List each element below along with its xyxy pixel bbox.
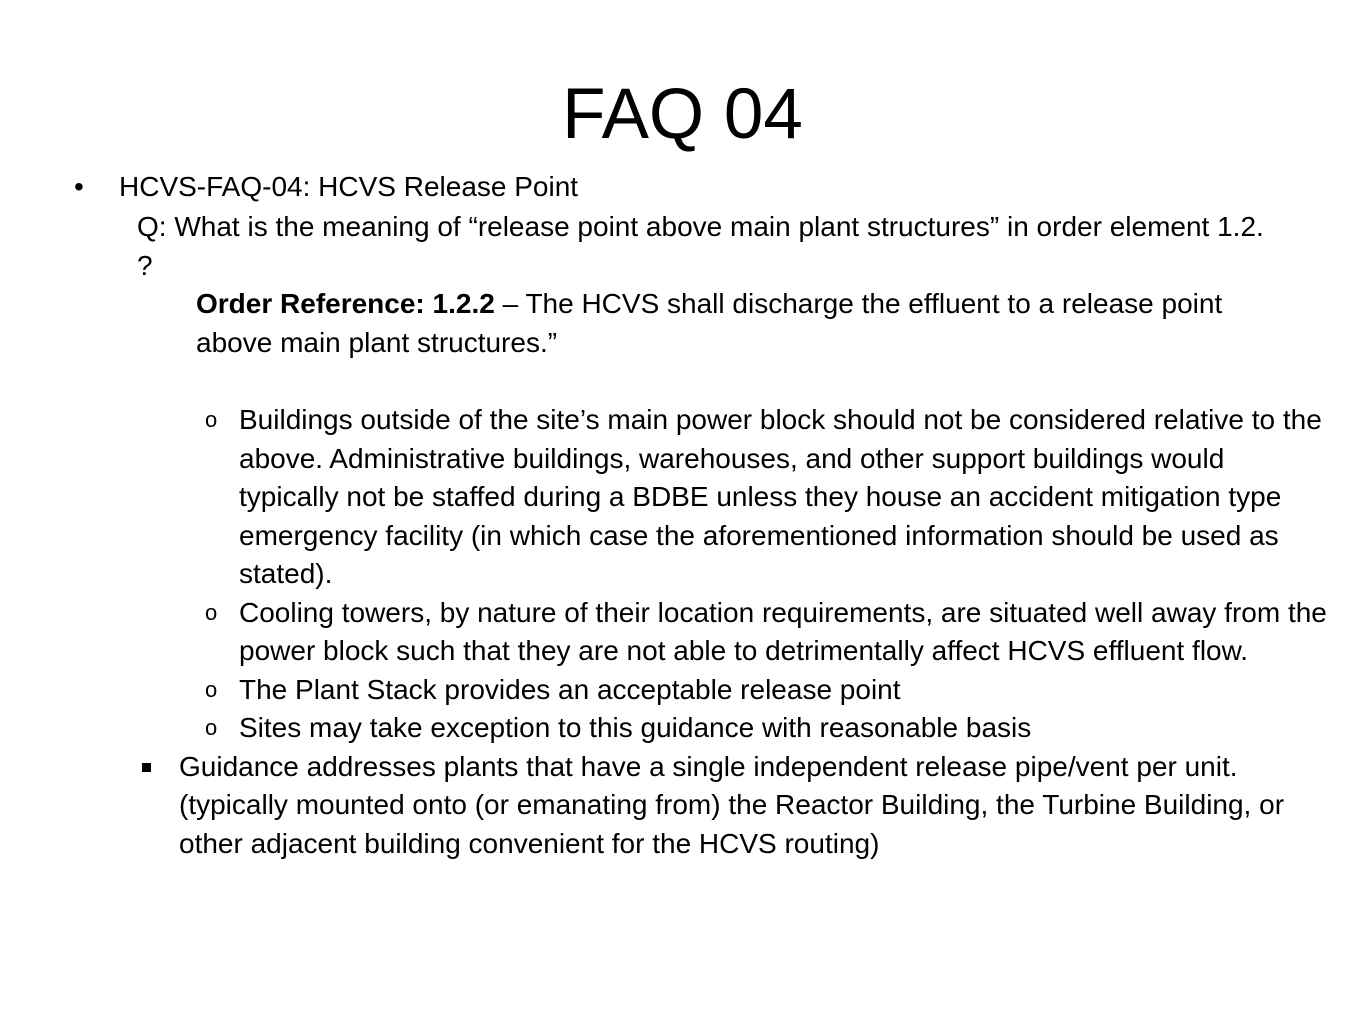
- list-item: [0, 594, 1329, 671]
- list-item: [0, 709, 1329, 748]
- bullet-marker: •: [74, 171, 84, 202]
- list-item: [0, 671, 1329, 710]
- guidance-text: Guidance addresses plants that have a single independent release pipe/vent per unit. (typically mounted onto (or emanating from) the Reactor Building, the Turbine Building, or other adjacent building convenient for the HCVS routing): [179, 750, 1285, 859]
- circle-bullet-icon: o: [205, 715, 218, 740]
- list-item-text: Sites may take exception to this guidance with reasonable basis: [239, 712, 1032, 743]
- order-reference: [196, 285, 1306, 362]
- list-item: [0, 401, 1329, 594]
- order-reference-label: Order Reference: 1.2.2: [196, 288, 495, 319]
- circle-bullet-icon: o: [205, 676, 218, 702]
- list-item-text: The Plant Stack provides an acceptable release point: [239, 673, 901, 705]
- circle-bullet-icon: o: [205, 599, 218, 625]
- slide-title: FAQ 04: [562, 75, 803, 154]
- sub-bullet-list: [0, 401, 1365, 863]
- faq-question: Q: What is the meaning of “release point above main plant structures” in order element 1.2. ?: [137, 211, 1264, 281]
- faq-heading: HCVS-FAQ-04: HCVS Release Point: [119, 171, 579, 202]
- list-item-text: Buildings outside of the site’s main power block should not be considered relative to the above. Administrative buildings, warehouses, and other support buildings would typically not be staffed during a BDBE unless they house an accident mitigation type emergency facility (in which case the aforementioned information should be used as stated).: [239, 404, 1322, 589]
- guidance-item: [0, 748, 1299, 864]
- list-item-text: Cooling towers, by nature of their location requirements, are situated well away from the power block such that they are not able to detrimentally affect HCVS effluent flow.: [239, 596, 1327, 666]
- order-reference-text: – The HCVS shall discharge the effluent to a release point above main plant structures.”: [196, 288, 1223, 358]
- circle-bullet-icon: o: [205, 407, 218, 432]
- square-bullet-icon: [142, 763, 151, 772]
